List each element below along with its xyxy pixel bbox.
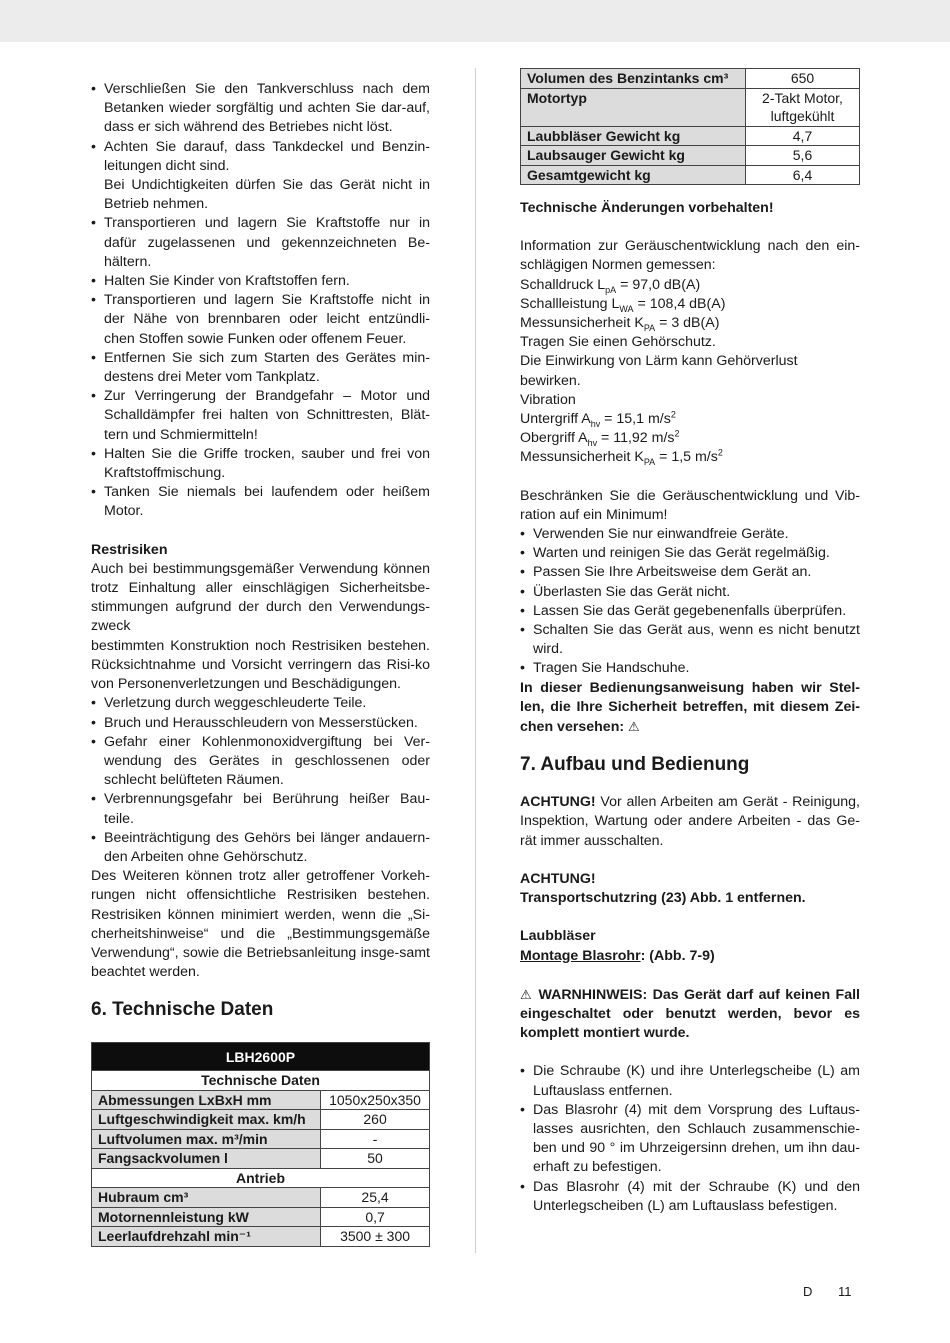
fuel-weight-table [520, 68, 860, 185]
list-item: • Halten Sie Kinder von Kraftstoffen fern. [91, 272, 430, 291]
left-column [91, 80, 430, 1247]
table-row: Leerlaufdrehzahl min⁻¹ 3500 ± 300 [92, 1227, 430, 1247]
list-item: • Bruch und Herausschleudern von Messerstücken. [91, 714, 430, 733]
table-row: Fangsackvolumen l 50 [92, 1149, 430, 1169]
vibration-label: Vibration [520, 391, 576, 408]
top-bar [0, 0, 950, 42]
uncertainty-noise: Messunsicherheit $K_{PA} = 3$ dB(A) [520, 315, 720, 333]
list-item: • Transportieren und lagern Sie Kraftstoffe nur in dafür zugelassenen und gekennzeichneten Be-hältern. [91, 214, 430, 272]
list-item: • Tanken Sie niemals bei laufendem oder heißem Motor. [91, 483, 430, 521]
list-item: • Zur Verringerung der Brandgefahr – Motor und Schalldämpfer frei halten von Schnittresten, Blät-tern und Schmiermitteln! [91, 387, 430, 445]
uncertainty-vibration: Messunsicherheit $K_{PA} = 1,5$ $m/s^2$ [520, 447, 723, 468]
noise-warning: Die Einwirkung von Lärm kann Gehörverlust bewirken. [520, 353, 798, 389]
table-row: Volumen des Benzintanks cm³ 650 [521, 69, 860, 89]
limit-list [520, 525, 860, 679]
list-item: • Beeinträchtigung des Gehörs bei länger andauern-den Arbeiten ohne Gehörschutz. [91, 829, 430, 867]
sound-power: Schallleistung $L_{WA} = 108,4$ dB(A) [520, 295, 726, 314]
table-subheader: Technische Daten [92, 1071, 430, 1091]
warning-note: ⚠ WARNHINWEIS: Das Gerät darf auf keinen Fall eingeschaltet oder benutzt werden, bevor es komplett montiert wurde. [520, 986, 860, 1042]
table-row: Abmessungen LxBxH mm 1050x250x350 [92, 1090, 430, 1110]
page-number: 11 [838, 1284, 852, 1299]
tech-changes-note: Technische Änderungen vorbehalten! [520, 200, 774, 216]
transport-ring-note: Transportschutzring (23) Abb. 1 entfernen. [520, 890, 806, 907]
table-row: Laubsauger Gewicht kg 5,6 [521, 146, 860, 166]
sound-pressure: Schalldruck $L_{pA} = 97,0$ dB(A) [520, 276, 701, 295]
limit-intro: Beschränken Sie die Geräuschentwicklung und Vib-ration auf ein Minimum! [520, 487, 860, 523]
assembly-steps [520, 1062, 860, 1216]
table-row: Hubraum cm³ 25,4 [92, 1188, 430, 1208]
tech-data-table [91, 1042, 430, 1247]
list-item: • Die Schraube (K) und ihre Unterlegscheibe (L) am Luftauslass entfernen. [520, 1062, 860, 1100]
achtung-note: ACHTUNG! Vor allen Arbeiten am Gerät - Reinigung, Inspektion, Wartung oder andere Arbeiten - das Ge-rät immer ausschalten. [520, 794, 860, 849]
table-subheader: Antrieb [92, 1168, 430, 1188]
leaf-blower-title: Laubbläser [520, 928, 596, 945]
list-item: • Verbrennungsgefahr bei Berührung heißer Bau-teile. [91, 790, 430, 828]
fuel-safety-list [91, 80, 430, 522]
vibration-lower: Untergriff $A_{hv} = 15,1$ $m/s^2$ [520, 409, 676, 429]
residual-risks-para: Des Weiteren können trotz aller getroffener Vorkeh-rungen nicht offensichtliche Restrisiken bestehen. Restrisiken können minimiert werden, wenn die „Si-cherheitshinweise“ und die „Bestimmungsgemäße Verwendung“, sowie die Betriebsanleitung insge-samt beachtet werden. [91, 868, 430, 981]
list-item: • Gefahr einer Kohlenmonoxidvergiftung bei Ver-wendung des Gerätes in geschlossenen oder schlecht belüfteten Räumen. [91, 733, 430, 791]
residual-risks-list [91, 694, 430, 867]
right-column [520, 68, 860, 1216]
table-row: Motortyp 2-Takt Motor, luftgekühlt [521, 88, 860, 126]
warning-icon: ⚠ [628, 719, 640, 735]
list-item: • Verwenden Sie nur einwandfreie Geräte. [520, 525, 860, 544]
montage-heading: Montage Blasrohr: (Abb. 7-9) [520, 947, 715, 964]
vibration-upper: Obergriff $A_{hv} = 11,92$ $m/s^2$ [520, 428, 680, 449]
table-row: Gesamtgewicht kg 6,4 [521, 165, 860, 185]
list-item: • Achten Sie darauf, dass Tankdeckel und Benzin-leitungen dicht sind. Bei Undichtigkeiten dürfen Sie das Gerät nicht in Betrieb nehmen. [91, 138, 430, 215]
achtung-label: ACHTUNG! [520, 870, 596, 887]
column-divider [475, 68, 476, 1253]
noise-intro: Information zur Geräuschentwicklung nach den ein-schlägigen Normen gemessen: [520, 238, 860, 274]
section-title-assembly: 7. Aufbau und Bedienung [520, 754, 750, 776]
hearing-protection: Tragen Sie einen Gehörschutz. [520, 334, 716, 351]
table-row: Luftvolumen max. m³/min - [92, 1129, 430, 1149]
table-row: Motornennleistung kW 0,7 [92, 1207, 430, 1227]
list-item: • Das Blasrohr (4) mit der Schraube (K) und den Unterlegscheiben (L) am Luftauslass befestigen. [520, 1178, 860, 1216]
section-title-tech-data: 6. Technische Daten [91, 999, 274, 1021]
footer-language: D [803, 1284, 813, 1299]
leak-note: Bei Undichtigkeiten dürfen Sie das Gerät nicht in Betrieb nehmen. [104, 177, 430, 213]
list-item: • Transportieren und lagern Sie Kraftstoffe nicht in der Nähe von brennbaren oder leicht entzündli-chen Stoffen sowie Funken oder offenem Feuer. [91, 291, 430, 349]
warning-icon: ⚠ [520, 986, 534, 1002]
residual-risks-title: Restrisiken [91, 541, 168, 558]
residual-risks-para: bestimmten Konstruktion noch Restrisiken bestehen. Rücksichtnahme und Vorsicht verringern das Risi-ko von Personenverletzungen und Beschädigungen. [91, 637, 430, 693]
table-row: Laubbläser Gewicht kg 4,7 [521, 126, 860, 146]
list-item: • Passen Sie Ihre Arbeitsweise dem Gerät an. [520, 563, 860, 582]
list-item: • Halten Sie die Griffe trocken, sauber und frei von Kraftstoffmischung. [91, 445, 430, 483]
list-item: • Lassen Sie das Gerät gegebenenfalls überprüfen. [520, 602, 860, 621]
list-item: • Schalten Sie das Gerät aus, wenn es nicht benutzt wird. [520, 621, 860, 659]
residual-risks-para: Auch bei bestimmungsgemäßer Verwendung können trotz Einhaltung aller einschlägigen Sicherheitsbe-stimmungen aufgrund der durch den Verwendungs-zweck [91, 560, 430, 635]
list-item: • Tragen Sie Handschuhe. [520, 659, 860, 678]
table-row: Luftgeschwindigkeit max. km/h 260 [92, 1110, 430, 1130]
list-item: • Überlasten Sie das Gerät nicht. [520, 583, 860, 602]
list-item: • Entfernen Sie sich zum Starten des Gerätes min-destens drei Meter vom Tankplatz. [91, 349, 430, 387]
list-item: • Verschließen Sie den Tankverschluss nach dem Betanken wieder sorgfältig und achten Sie dar-auf, dass er sich während des Betriebes nicht löst. [91, 80, 430, 138]
safety-marker-note: In dieser Bedienungsanweisung haben wir Stel-len, die Ihre Sicherheit betreffen, mit diesem Zei-chen versehen: ⚠ [520, 679, 860, 736]
list-item: • Verletzung durch weggeschleuderte Teile. [91, 694, 430, 713]
list-item: • Das Blasrohr (4) mit dem Vorsprung des Luftaus-lasses ausrichten, den Schlauch zusammenschie-ben und 90 ° im Uhrzeigersinn drehen, um ihn dau-erhaft zu befestigen. [520, 1101, 860, 1178]
list-item: • Warten und reinigen Sie das Gerät regelmäßig. [520, 544, 860, 563]
table-header: LBH2600P [92, 1043, 430, 1071]
